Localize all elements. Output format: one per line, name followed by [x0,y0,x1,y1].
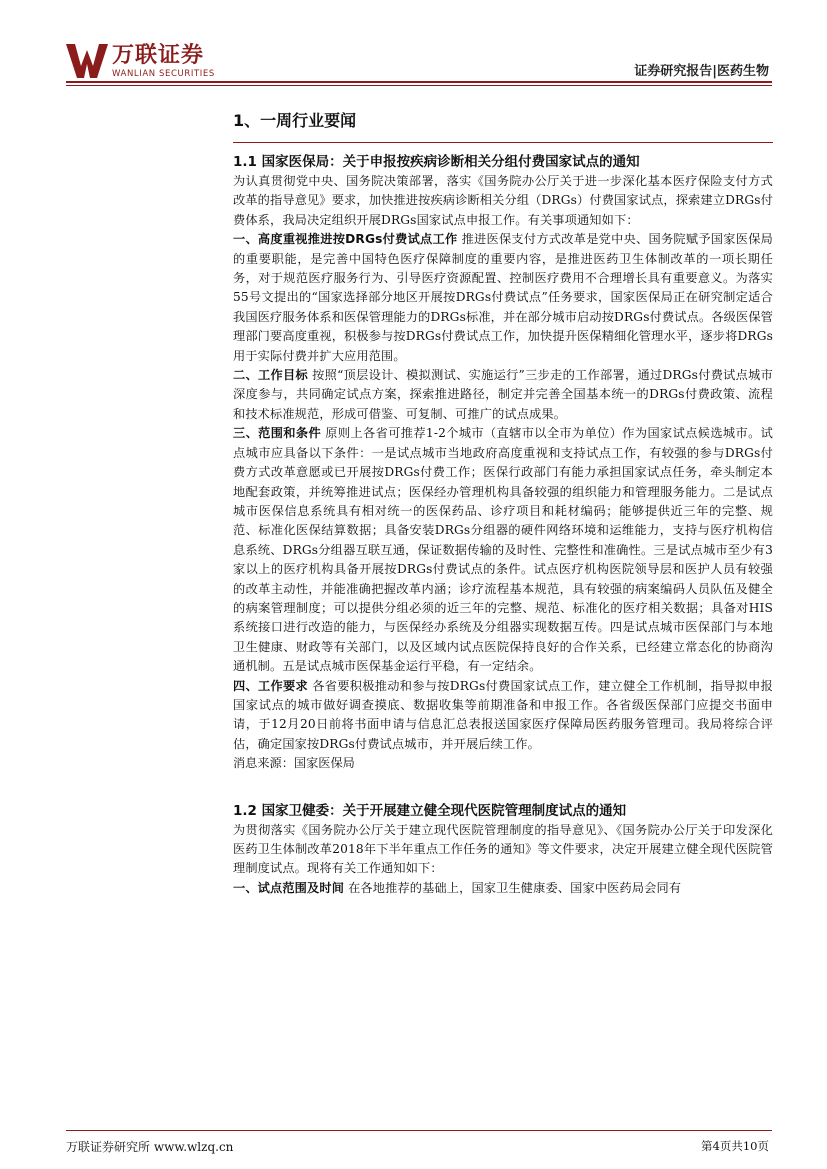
item-lead: 二、工作目标 [233,368,308,383]
paragraph-intro-1-2: 为贯彻落实《国务院办公厅关于建立现代医院管理制度的指导意见》、《国务院办公厅关于印发深化医药卫生体制改革2018年下半年重点工作任务的通知》等文件要求，决定开展建立健全现代医院管理制度试点。现将有关工作通知如下： [233,822,773,876]
footer-divider [66,1130,772,1131]
report-type-label: 证券研究报告|医药生物 [634,64,769,79]
main-content [233,108,773,898]
item-body: 原则上各省可推荐1-2个城市（直辖市以全市为单位）作为国家试点候选城市。试点城市应具备以下条件：一是试点城市当地政府高度重视和支持试点工作，有较强的参与DRGs付费方式改革意愿或已开展按DRGs付费工作；医保行政部门有能力承担国家试点任务，牵头制定本地配套政策，并统筹推进试点；医保经办管理机构具备较强的组织能力和管理服务能力。二是试点城市医保信息系统具有相对统一的医保药品、诊疗项目和耗材编码；能够提供近三年的完整、规范、标准化医保结算数据；具备安装DRGs分组器的硬件网络环境和运维能力，支持与医疗机构信息系统、DRGs分组器互联互通，保证数据传输的及时性、完整性和准确性。三是试点城市至少有3家以上的医疗机构具备开展按DRGs付费试点的条件。试点医疗机构医院领导层和医护人员有较强的改革主动性，并能准确把握改革内涵；诊疗流程基本规范，具有较强的病案编码人员队伍及健全的病案管理制度；可以提供分组必须的近三年的完整、规范、标准化的医疗相关数据；具备对HIS系统接口进行改造的能力，与医保经办系统及分组器实现数据互传。四是试点城市医保部门与本地卫生健康、财政等有关部门，以及区域内试点医院保持良好的合作关系，已经建立常态化的协商沟通机制。五是试点城市医保基金运行平稳，有一定结余。 [233,426,773,674]
paragraph-item-1 [233,230,773,366]
item-body: 各省要积极推动和参与按DRGs付费国家试点工作，建立健全工作机制，指导拟申报国家试点的城市做好调查摸底、数据收集等前期准备和申报工作。各省级医保部门应提交书面申请，于12月20日前将书面申请与信息汇总表报送国家医疗保障局医药服务管理司。我局将综合评估，确定国家按DRGs付费试点城市，并开展后续工作。 [233,678,773,751]
paragraph-item-2 [233,366,773,424]
wanlian-logo-icon [66,44,108,78]
paragraph-intro-1-1: 为认真贯彻党中央、国务院决策部署，落实《国务院办公厅关于进一步深化基本医疗保险支付方式改革的指导意见》要求，加快推进按疾病诊断相关分组（DRGs）付费国家试点，探索建立DRGs付费体系，我局决定组织开展DRGs国家试点申报工作。有关事项通知如下： [233,174,773,227]
news-source: 消息来源：国家医保局 [233,756,355,771]
company-logo [66,44,215,79]
item-lead: 三、范围和条件 [233,426,322,441]
section-title-rule [233,142,773,143]
section-title: 1、一周行业要闻 [233,111,357,130]
subsection-title-1-1: 1.1 国家医保局：关于申报按疾病诊断相关分组付费国家试点的通知 [233,154,640,170]
paragraph-item-1-2 [233,879,773,898]
header-divider [66,81,772,83]
paragraph-item-4 [233,677,773,755]
item-lead: 四、工作要求 [233,678,309,693]
item-body: 在各地推荐的基础上，国家卫生健康委、国家中医药局会同有 [344,880,682,895]
page-number: 第4页共10页 [701,1139,769,1153]
item-lead: 一、试点范围及时间 [233,880,345,895]
item-body: 按照“顶层设计、模拟测试、实施运行”三步走的工作部署，通过DRGs付费试点城市深度参与，共同确定试点方案，探索推进路径，制定并完善全国基本统一的DRGs付费政策、流程和技术标准规范，形成可借鉴、可复制、可推广的试点成果。 [233,368,774,421]
footer-website: 万联证券研究所 www.wlzq.cn [66,1140,234,1154]
item-body: 推进医保支付方式改革是党中央、国务院赋予国家医保局的重要职能，是完善中国特色医疗保障制度的重要内容，是推进医药卫生体制改革的一项长期任务，对于规范医疗服务行为、引导医疗资源配置、控制医疗费用不合理增长具有重要意义。为落实55号文提出的“国家选择部分地区开展按DRGs付费试点”任务要求，国家医保局正在研究制定适合我国医疗服务体系和医保管理能力的DRGs标准，并在部分城市启动按DRGs付费试点。各级医保管理部门要高度重视，积极参与按DRGs付费试点工作，加快提升医保精细化管理水平，逐步将DRGs用于实际付费并扩大应用范围。 [233,232,773,363]
header-divider-thin [66,85,772,86]
item-lead: 一、高度重视推进按DRGs付费试点工作 [233,232,458,247]
logo-chinese-name: 万联证券 [112,43,205,68]
page-header [0,0,827,90]
subsection-title-1-2: 1.2 国家卫健委：关于开展建立健全现代医院管理制度试点的通知 [233,802,627,819]
logo-english-name: WANLIAN SECURITIES [112,69,215,79]
paragraph-item-3 [233,424,773,676]
